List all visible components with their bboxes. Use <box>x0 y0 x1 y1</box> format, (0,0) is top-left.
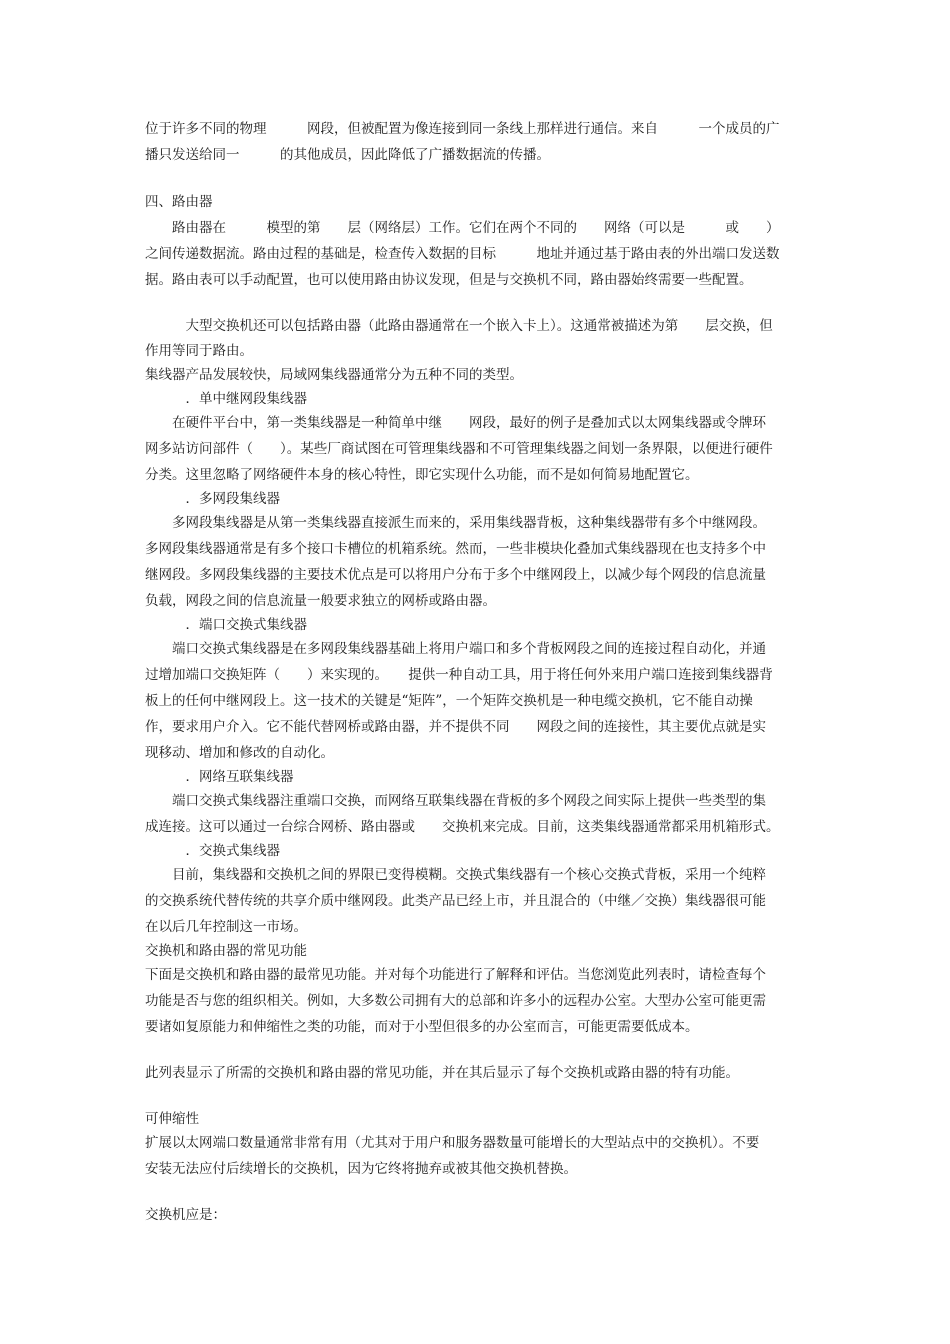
text-line: 交换机应是： <box>145 1207 226 1223</box>
text-line: 下面是交换机和路由器的最常见功能。并对每个功能进行了解释和评估。当您浏览此列表时，请检查每个 <box>145 967 766 983</box>
section-heading: 四、路由器 <box>145 194 213 210</box>
text-line: 要诸如复原能力和伸缩性之类的功能，而对于小型但很多的办公室而言，可能更需要低成本。 <box>145 1019 699 1035</box>
text-line: 端口交换式集线器注重端口交换，而网络互联集线器在背板的多个网段之间实际上提供一些类型的集 <box>145 793 766 809</box>
subsection-heading: ．交换式集线器 <box>145 843 280 859</box>
text-line: 扩展以太网端口数量通常非常有用（尤其对于用户和服务器数量可能增长的大型站点中的交换机）。不要 <box>145 1135 760 1151</box>
text-line: 端口交换式集线器是在多网段集线器基础上将用户端口和多个背板网段之间的连接过程自动化，并通 <box>145 641 766 657</box>
text-line: 作用等同于路由。 <box>145 343 253 359</box>
text-line: 路由器在 模型的第 层（网络层）工作。它们在两个不同的 网络（可以是 或 ） <box>145 220 780 236</box>
text-line: 成连接。这可以通过一台综合网桥、路由器或 交换机来完成。目前，这类集线器通常都采用机箱形式。 <box>145 819 780 835</box>
subsection-heading: ．网络互联集线器 <box>145 769 294 785</box>
text-line: 播只发送给同一 的其他成员，因此降低了广播数据流的传播。 <box>145 147 550 163</box>
text-line: 安装无法应付后续增长的交换机，因为它终将抛弃或被其他交换机替换。 <box>145 1161 577 1177</box>
subsection-heading: ．单中继网段集线器 <box>145 391 307 407</box>
section-heading: 可伸缩性 <box>145 1111 199 1127</box>
text-line: 现移动、增加和修改的自动化。 <box>145 745 334 761</box>
text-line: 网多站访问部件（ ）。某些厂商试图在可管理集线器和不可管理集线器之间划一条界限，以便进行硬件 <box>145 441 773 457</box>
text-line: 此列表显示了所需的交换机和路由器的常见功能，并在其后显示了每个交换机或路由器的特有功能。 <box>145 1065 739 1081</box>
text-line: 板上的任何中继网段上。这一技术的关键是“矩阵”，一个矩阵交换机是一种电缆交换机，它不能自动操 <box>145 693 753 709</box>
text-line: 大型交换机还可以包括路由器（此路由器通常在一个嵌入卡上）。这通常被描述为第 层交换，但 <box>145 318 773 334</box>
text-line: 多网段集线器通常是有多个接口卡槽位的机箱系统。然而，一些非模块化叠加式集线器现在也支持多个中 <box>145 541 766 557</box>
text-line: 分类。这里忽略了网络硬件本身的核心特性，即它实现什么功能，而不是如何简易地配置它。 <box>145 467 699 483</box>
text-line: 位于许多不同的物理 网段，但被配置为像连接到同一条线上那样进行通信。来自 一个成员的广 <box>145 121 780 137</box>
text-line: 集线器产品发展较快，局域网集线器通常分为五种不同的类型。 <box>145 367 523 383</box>
text-line: 功能是否与您的组织相关。例如，大多数公司拥有大的总部和许多小的远程办公室。大型办公室可能更需 <box>145 993 766 1009</box>
text-line: 过增加端口交换矩阵（ ）来实现的。 提供一种自动工具，用于将任何外来用户端口连接到集线器背 <box>145 667 773 683</box>
text-line: 在硬件平台中，第一类集线器是一种简单中继 网段，最好的例子是叠加式以太网集线器或令牌环 <box>145 415 766 431</box>
text-line: 多网段集线器是从第一类集线器直接派生而来的，采用集线器背板，这种集线器带有多个中继网段。 <box>145 515 766 531</box>
text-line: 作，要求用户介入。它不能代替网桥或路由器，并不提供不同 网段之间的连接性，其主要优点就是实 <box>145 719 766 735</box>
text-line: 的交换系统代替传统的共享介质中继网段。此类产品已经上市，并且混合的（中继／交换）集线器很可能 <box>145 893 766 909</box>
subsection-heading: ．多网段集线器 <box>145 491 280 507</box>
section-heading: 交换机和路由器的常见功能 <box>145 943 307 959</box>
text-line: 据。路由表可以手动配置，也可以使用路由协议发现，但是与交换机不同，路由器始终需要一些配置。 <box>145 272 753 288</box>
text-line: 在以后几年控制这一市场。 <box>145 919 307 935</box>
text-line: 继网段。多网段集线器的主要技术优点是可以将用户分布于多个中继网段上，以减少每个网段的信息流量 <box>145 567 766 583</box>
subsection-heading: ．端口交换式集线器 <box>145 617 307 633</box>
text-line: 负载，网段之间的信息流量一般要求独立的网桥或路由器。 <box>145 593 496 609</box>
text-line: 目前，集线器和交换机之间的界限已变得模糊。交换式集线器有一个核心交换式背板，采用一个纯粹 <box>145 867 766 883</box>
text-line: 之间传递数据流。路由过程的基础是，检查传入数据的目标 地址并通过基于路由表的外出端口发送数 <box>145 246 780 262</box>
